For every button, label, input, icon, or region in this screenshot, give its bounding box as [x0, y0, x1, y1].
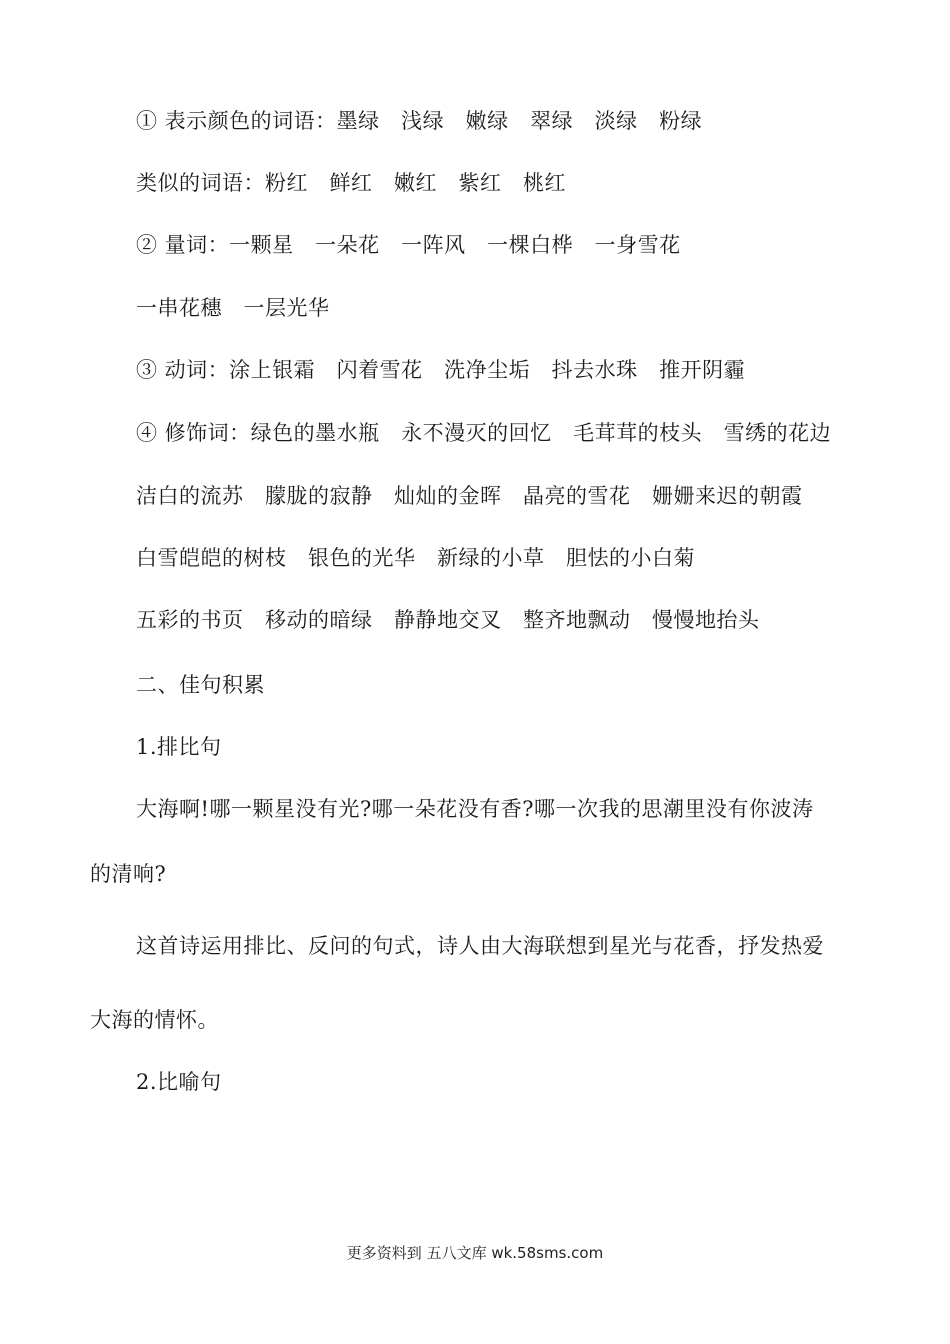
- subheading-metaphor: 2.比喻句: [136, 1070, 222, 1094]
- modifiers-line-3: 白雪皑皑的树枝 银色的光华 新绿的小草 胆怯的小白菊: [136, 546, 695, 570]
- example-sentence-cont: 的清响?: [90, 862, 167, 886]
- explanation-text-cont: 大海的情怀。: [90, 1008, 219, 1032]
- measure-words-line-cont: 一串花穗 一层光华: [136, 296, 330, 320]
- modifiers-line-4: 五彩的书页 移动的暗绿 静静地交叉 整齐地飘动 慢慢地抬头: [136, 608, 760, 632]
- color-words-line: ① 表示颜色的词语：墨绿 浅绿 嫩绿 翠绿 淡绿 粉绿: [136, 109, 703, 133]
- verbs-line: ③ 动词：涂上银霜 闪着雪花 洗净尘垢 抖去水珠 推开阴霾: [136, 358, 746, 382]
- modifiers-line-2: 洁白的流苏 朦胧的寂静 灿灿的金晖 晶亮的雪花 姗姗来迟的朝霞: [136, 484, 803, 508]
- measure-words-line: ② 量词：一颗星 一朵花 一阵风 一棵白桦 一身雪花: [136, 233, 681, 257]
- section-heading: 二、佳句积累: [136, 673, 265, 697]
- subheading-parallelism: 1.排比句: [136, 735, 222, 759]
- similar-words-line: 类似的词语：粉红 鲜红 嫩红 紫红 桃红: [136, 171, 566, 195]
- example-sentence: 大海啊!哪一颗星没有光?哪一朵花没有香?哪一次我的思潮里没有你波涛: [136, 797, 814, 821]
- explanation-text: 这首诗运用排比、反问的句式，诗人由大海联想到星光与花香，抒发热爱: [136, 934, 824, 958]
- modifiers-line: ④ 修饰词：绿色的墨水瓶 永不漫灭的回忆 毛茸茸的枝头 雪绣的花边: [136, 421, 832, 445]
- footer-watermark: 更多资料到 五八文库 wk.58sms.com: [346, 1244, 604, 1262]
